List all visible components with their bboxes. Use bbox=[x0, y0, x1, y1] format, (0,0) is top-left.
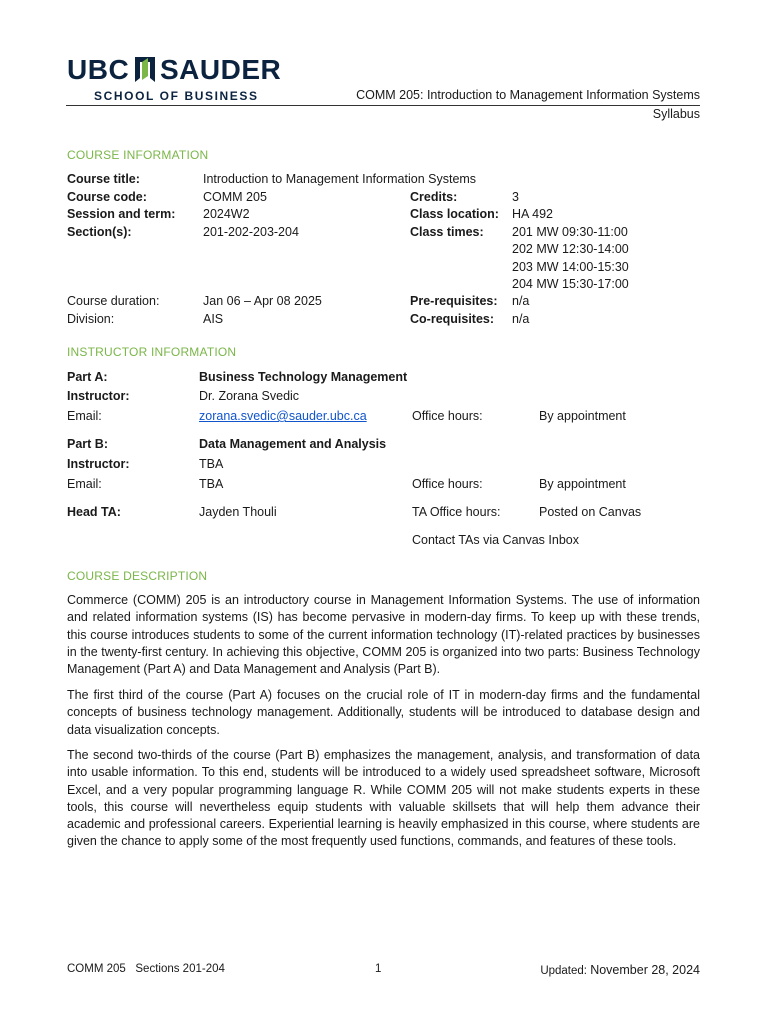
ta-office-hours-label: TA Office hours: bbox=[412, 505, 501, 519]
class-time-204: 204 MW 15:30-17:00 bbox=[512, 277, 629, 291]
document-title: COMM 205: Introduction to Management Information Systems bbox=[356, 88, 700, 102]
prerequisites-value: n/a bbox=[512, 294, 530, 308]
credits-value: 3 bbox=[512, 190, 519, 204]
part-b-email-label: Email: bbox=[67, 477, 102, 491]
instructor-information-heading: INSTRUCTOR INFORMATION bbox=[67, 345, 237, 359]
sections-label: Section(s): bbox=[67, 225, 132, 239]
part-b-email-value: TBA bbox=[199, 477, 224, 491]
course-information-heading: COURSE INFORMATION bbox=[67, 148, 209, 162]
class-location-value: HA 492 bbox=[512, 207, 554, 221]
description-paragraph-1: Commerce (COMM) 205 is an introductory course in Management Information Systems. The use of information and related information systems (IS) has become pervasive in modern-day firms. To keep up with these trends, this course introduces students to some of the current information technology (IT)-related practices by businesses in the twenty-first century. In achieving this objective, COMM 205 is organized into two parts: Business Technology Management (Part A) and Data Management and Analysis (Part B). bbox=[67, 593, 700, 677]
part-a-office-hours-label: Office hours: bbox=[412, 409, 483, 423]
part-a-label: Part A: bbox=[67, 370, 108, 384]
part-b-instructor-label: Instructor: bbox=[67, 457, 130, 471]
division-label: Division: bbox=[67, 312, 115, 326]
document-subtitle: Syllabus bbox=[652, 107, 700, 121]
footer-updated-label: Updated: bbox=[540, 965, 587, 977]
logo-school-text: SCHOOL OF BUSINESS bbox=[94, 89, 259, 103]
head-ta-label: Head TA: bbox=[67, 505, 121, 519]
head-ta-value: Jayden Thouli bbox=[199, 505, 277, 519]
part-a-email-label: Email: bbox=[67, 409, 102, 423]
class-time-203: 203 MW 14:00-15:30 bbox=[512, 260, 629, 274]
sections-value: 201-202-203-204 bbox=[203, 225, 299, 239]
course-duration-value: Jan 06 – Apr 08 2025 bbox=[203, 294, 322, 308]
part-a-email-link[interactable]: zorana.svedic@sauder.ubc.ca bbox=[199, 409, 367, 423]
part-b-instructor-value: TBA bbox=[199, 457, 224, 471]
logo-sauder-text: SAUDER bbox=[160, 54, 282, 85]
class-time-201: 201 MW 09:30-11:00 bbox=[512, 225, 628, 239]
class-location-label: Class location: bbox=[410, 207, 499, 221]
corequisites-value: n/a bbox=[512, 312, 530, 326]
course-title-label: Course title: bbox=[67, 172, 140, 186]
corequisites-label: Co-requisites: bbox=[410, 312, 495, 326]
part-a-value: Business Technology Management bbox=[199, 370, 408, 384]
footer-course-sections: COMM 205 Sections 201-204 bbox=[67, 963, 225, 975]
part-b-office-hours-label: Office hours: bbox=[412, 477, 483, 491]
course-code-value: COMM 205 bbox=[203, 190, 267, 204]
course-description-heading: COURSE DESCRIPTION bbox=[67, 569, 208, 583]
part-a-office-hours-value: By appointment bbox=[539, 409, 626, 423]
course-code-label: Course code: bbox=[67, 190, 147, 204]
prerequisites-label: Pre-requisites: bbox=[410, 294, 498, 308]
header-divider bbox=[66, 105, 700, 106]
ta-office-hours-value: Posted on Canvas bbox=[539, 505, 642, 519]
footer-page-number: 1 bbox=[375, 963, 382, 975]
course-duration-label: Course duration: bbox=[67, 294, 160, 308]
description-paragraph-2: The first third of the course (Part A) focuses on the crucial role of IT in modern-day firms and the fundamental concepts of business technology management. Additionally, students will be introduced to database design and data visualization concepts. bbox=[67, 688, 700, 737]
credits-label: Credits: bbox=[410, 190, 458, 204]
description-paragraph-3: The second two-thirds of the course (Part B) emphasizes the management, analysis, and transformation of data into usable information. To this end, students will be introduced to a widely used spreadsheet software, Microsoft Excel, and a very popular programming language R. While COMM 205 will not make students experts in these tools, this course will nevertheless equip students with valuable skillsets that will help them advance their academic and professional careers. Experiential learning is heavily emphasized in this course, where students are given the chance to apply some of the most frequently used functions, commands, and features of these tools. bbox=[67, 748, 700, 849]
footer-updated-date: November 28, 2024 bbox=[590, 963, 700, 977]
class-time-202: 202 MW 12:30-14:00 bbox=[512, 242, 629, 256]
session-label: Session and term: bbox=[67, 207, 176, 221]
course-title-value: Introduction to Management Information Systems bbox=[203, 172, 477, 186]
contact-tas-note: Contact TAs via Canvas Inbox bbox=[412, 533, 579, 547]
logo-ubc-text: UBC bbox=[67, 54, 130, 85]
part-b-label: Part B: bbox=[67, 437, 108, 451]
division-value: AIS bbox=[203, 312, 224, 326]
part-b-value: Data Management and Analysis bbox=[199, 437, 387, 451]
part-b-office-hours-value: By appointment bbox=[539, 477, 626, 491]
ubc-logo-mark-icon bbox=[134, 56, 156, 83]
part-a-instructor-label: Instructor: bbox=[67, 389, 130, 403]
part-a-instructor-value: Dr. Zorana Svedic bbox=[199, 389, 300, 403]
session-value: 2024W2 bbox=[203, 207, 250, 221]
class-times-label: Class times: bbox=[410, 225, 484, 239]
footer-updated bbox=[540, 963, 700, 977]
